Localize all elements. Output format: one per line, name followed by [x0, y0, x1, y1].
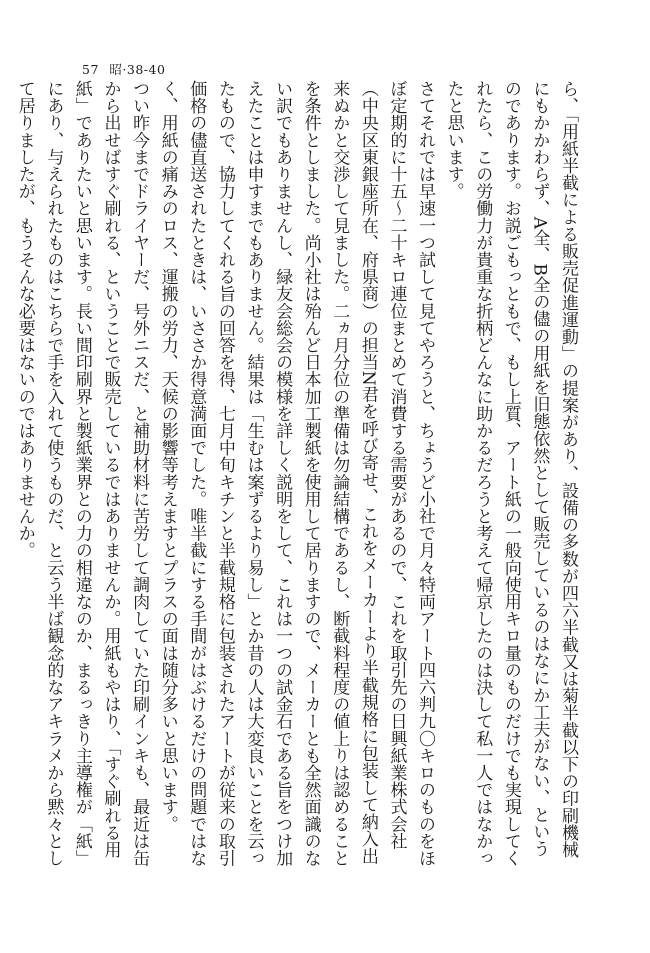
page-header	[82, 60, 165, 78]
paragraph: つい昨今までドライヤーだ、号外ニスだ、と補助材料に苦労して調肉していた印刷インキも、最近は缶から出せばすぐ刷れる、ということで販売しているではありませんか。用紙もやはり、「すぐ刷れる用紙」でありたいと思います。長い間印刷界と製紙業界との力の相違なのか、まるっきり主導権が「紙」にあり、与えられたものはこちらで手を入れて使うものだ、と云う半ば観念的なアキラメから黙々として居りましたが、もうそんな必要はないのではありませんか。	[14, 80, 150, 867]
running-head: 昭·38-40	[109, 62, 166, 77]
body-text	[14, 80, 582, 870]
paragraph: ら、「用紙半截による販売促進運動」の提案があり、設備の多数が四六半截又は菊半截以下の印刷機械にもかかわらず、A全、B全の儘の用紙を旧態依然として販売しているのはなにか工夫がない、というのであります。お説ごもっともで、もし上質、アート紙の一般向使用キロ量のものだけでも実現してくれたら、この労働力が貴重な折柄どんなに助かるだろうと考えて帰京したのは決して私一人ではなかったと思います。	[443, 80, 578, 867]
page-number: 57	[82, 62, 99, 77]
paragraph: さてそれでは早速一つ試して見てやろうと、ちょうど小社で月々特両アート四六判九〇キロのものをほぼ定期的に十五〜二十キロ連位まとめて消費する需要があるので、これを取引先の日興紙業株式会社（中央区東銀座所在、府県商）の担当N君を呼び寄せ、これをメーカーより半截規格に包装して納入出来ぬかと交渉して見ました。二ヵ月分位の準備は勿論結構であるし、断截料程度の値上りは認めることを条件としました。尚小社は殆んど日本加工製紙を使用して居りますので、メーカーとも全然面識のない訳でもありませんし、緑友会総会の模様を詳しく説明をして、これは一つの試金石である旨をつけ加えたことは申すまでもありません。結果は「生むは案ずるより易し」とか昔の人は大変良いことを云ったもので、協力してくれる旨の回答を得、七月中旬キチンと半截規格に包装されたアートが従来の取引価格の儘直送されたときは、いささか得意満面でした。唯半截にする手間がはぶけるだけの問題ではなく、用紙の痛みのロス、運搬の労力、天候の影響等考えますとプラスの面は随分多いと思います。	[157, 80, 436, 867]
